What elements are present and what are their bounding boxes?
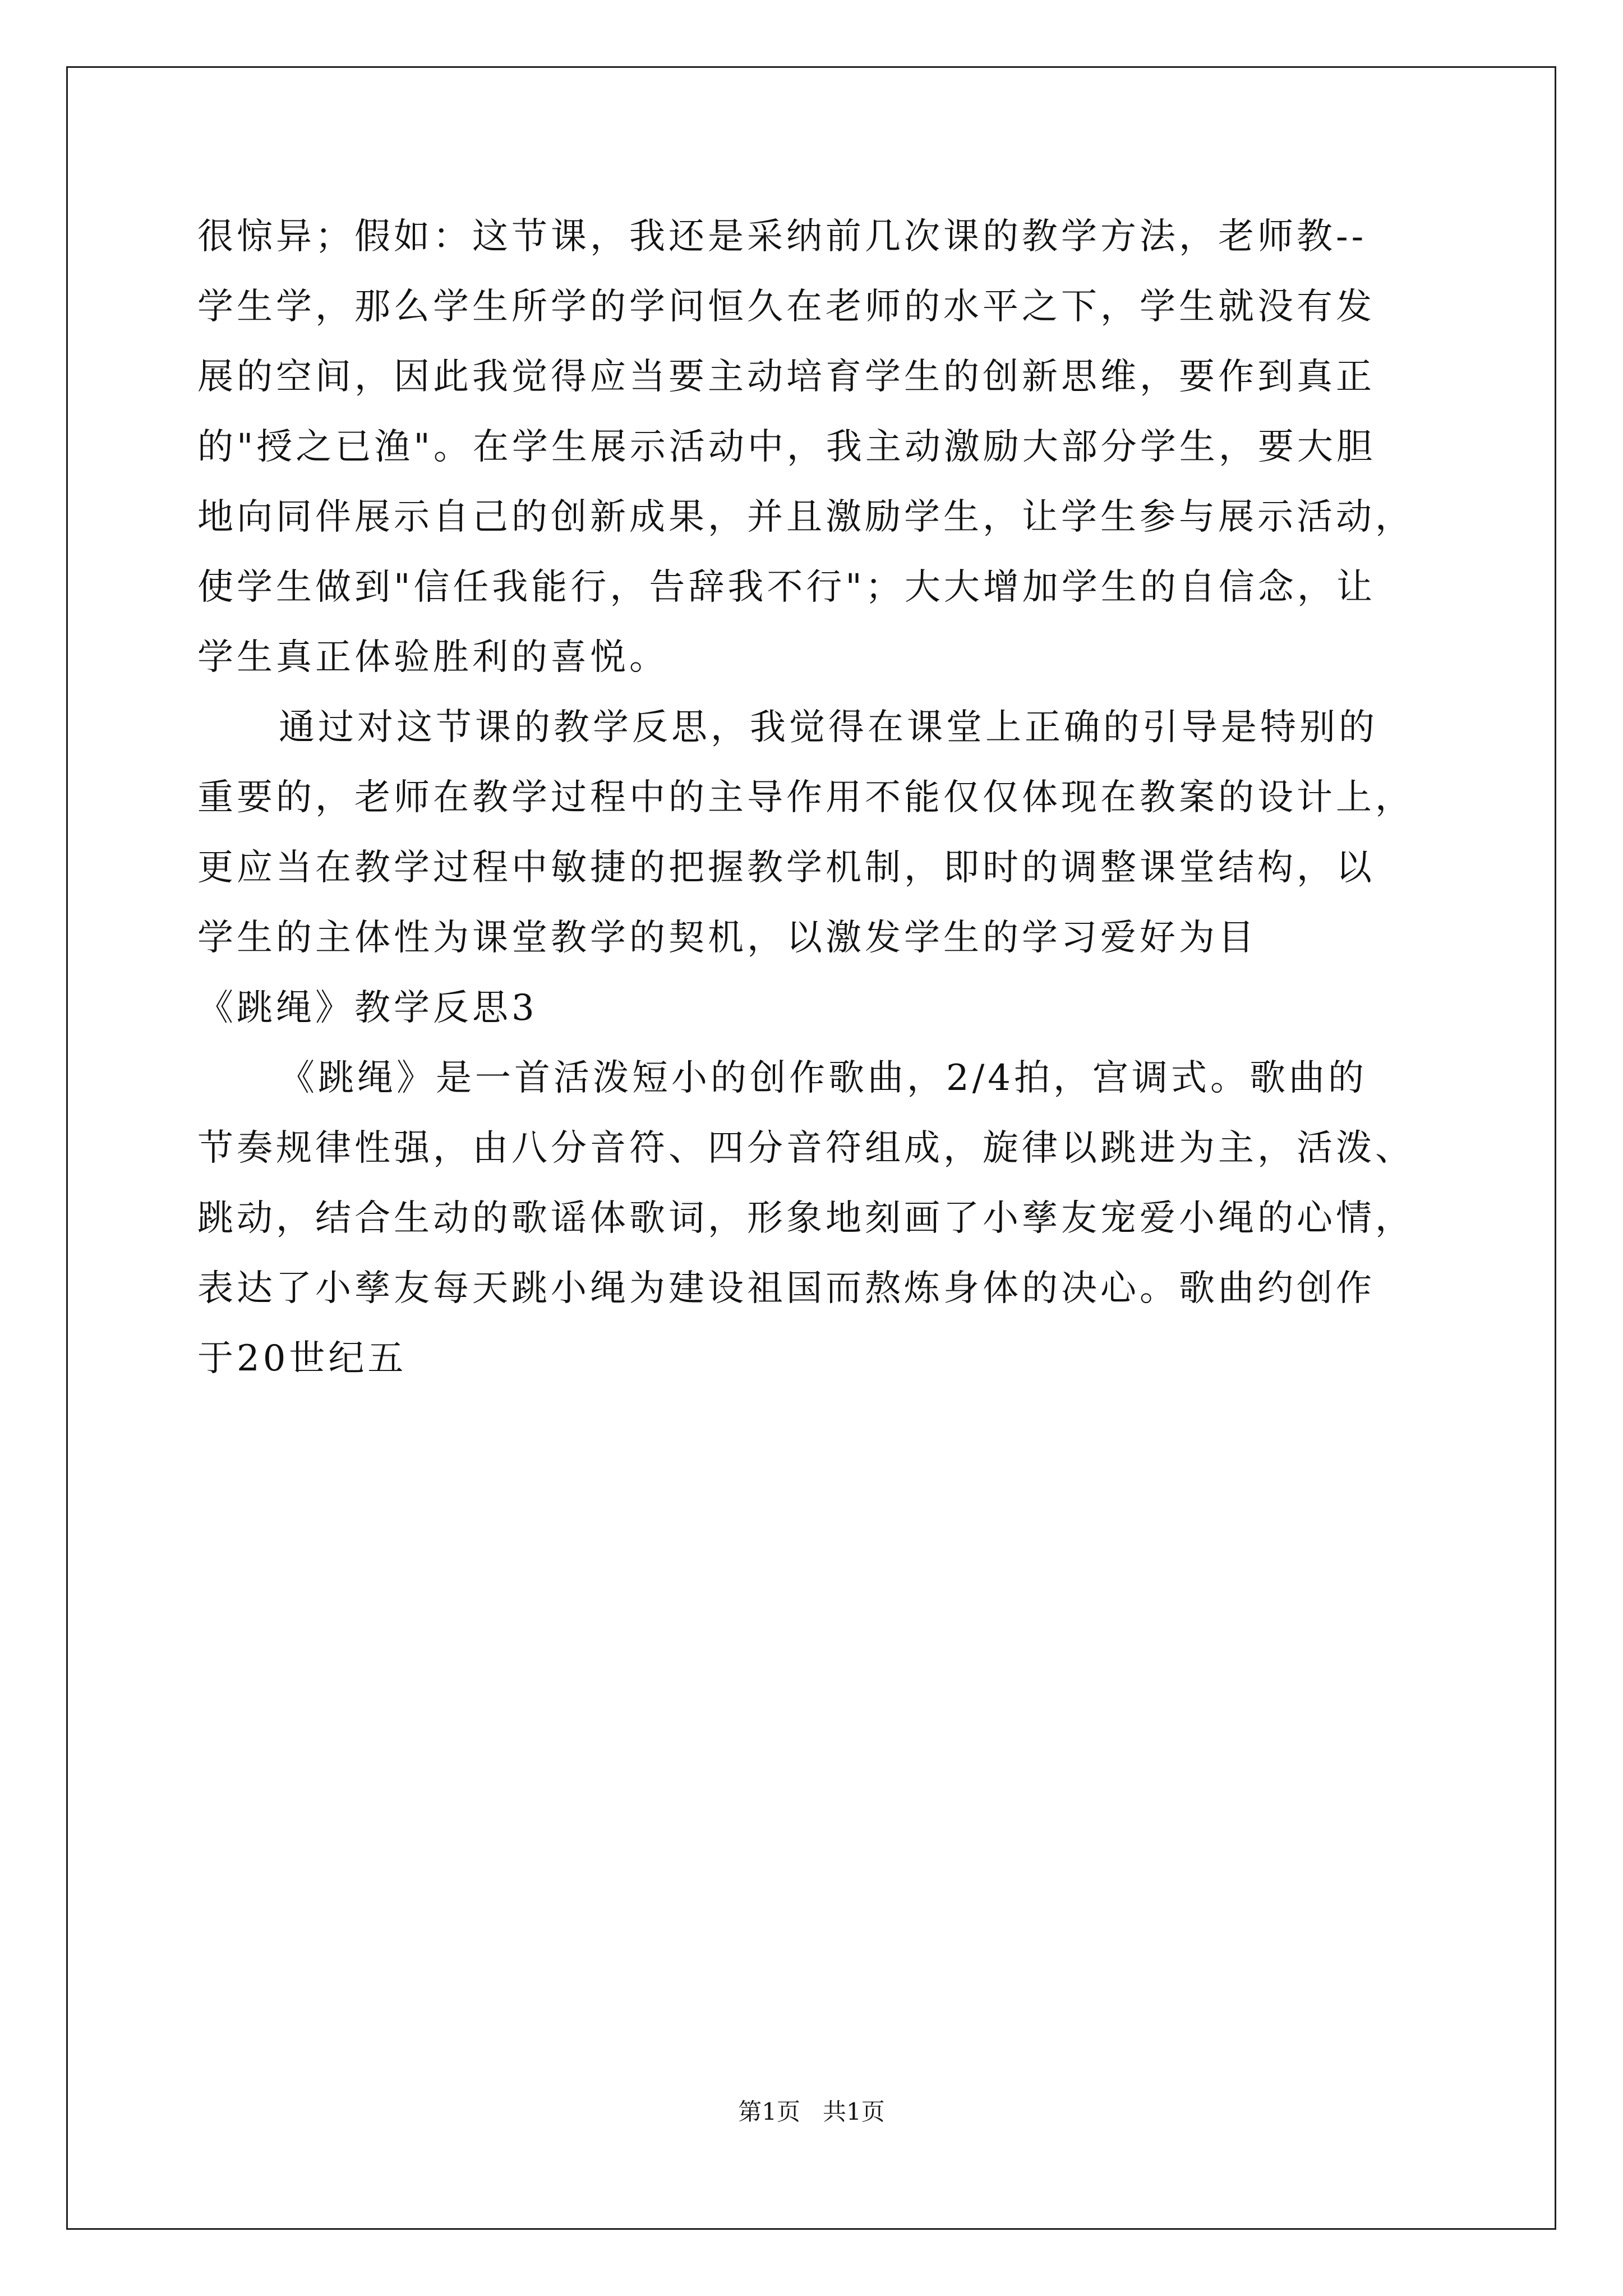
text-line: 的"授之已渔"。在学生展示活动中，我主动激励大部分学生，要大胆 xyxy=(197,426,1376,468)
text-line: 学生真正体验胜利的喜悦。 xyxy=(197,637,668,678)
text-line: 于20世纪五 xyxy=(197,1338,407,1379)
text-line: 使学生做到"信任我能行，告辞我不行"；大大增加学生的自信念，让 xyxy=(197,567,1376,608)
text-line: 学生的主体性为课堂教学的契机，以激发学生的学习爱好为目 xyxy=(197,917,1257,959)
text-line: 很惊异；假如：这节课，我还是采纳前几次课的教学方法，老师教-- xyxy=(197,216,1367,257)
text-line: 节奏规律性强，由八分音符、四分音符组成，旋律以跳进为主，活泼、 xyxy=(197,1128,1414,1169)
text-line: 学生学，那么学生所学的学问恒久在老师的水平之下，学生就没有发 xyxy=(197,286,1375,328)
text-line: 跳动，结合生动的歌谣体歌词，形象地刻画了小孳友宠爱小绳的心情， xyxy=(197,1198,1414,1239)
text-line: 展的空间，因此我觉得应当要主动培育学生的创新思维，要作到真正 xyxy=(197,356,1375,398)
text-line: 《跳绳》是一首活泼短小的创作歌曲，2/4拍，宫调式。歌曲的 xyxy=(279,1057,1367,1099)
text-line: 地向同伴展示自己的创新成果，并且激励学生，让学生参与展示活动， xyxy=(197,496,1414,538)
text-line: 重要的，老师在教学过程中的主导作用不能仅仅体现在教案的设计上， xyxy=(197,777,1414,818)
page-number-footer: 第1页 共1页 xyxy=(738,2098,885,2125)
section-heading: 《跳绳》教学反思3 xyxy=(197,987,538,1029)
text-line: 通过对这节课的教学反思，我觉得在课堂上正确的引导是特别的 xyxy=(279,707,1378,748)
document-body xyxy=(197,202,1448,1394)
text-line: 表达了小孳友每天跳小绳为建设祖国而熬炼身体的决心。歌曲约创作 xyxy=(197,1268,1375,1309)
text-line: 更应当在教学过程中敏捷的把握教学机制，即时的调整课堂结构，以 xyxy=(197,847,1375,889)
